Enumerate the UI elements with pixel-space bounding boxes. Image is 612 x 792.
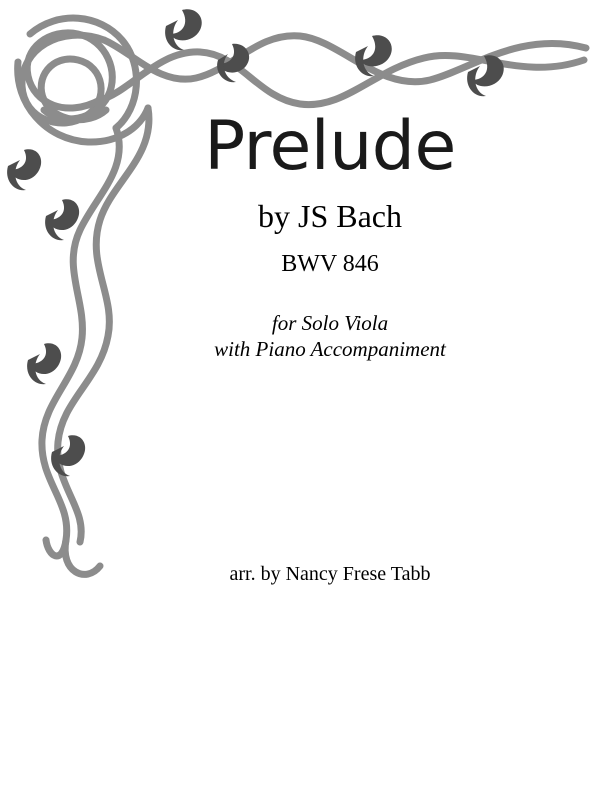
instrumentation bbox=[120, 310, 540, 362]
arranger-credit: arr. by Nancy Frese Tabb bbox=[229, 563, 431, 585]
instrumentation-line-2: with Piano Accompaniment bbox=[214, 337, 446, 361]
catalog-number: BWV 846 bbox=[281, 251, 379, 277]
instrumentation-line-1: for Solo Viola bbox=[271, 311, 389, 335]
composer-credit: by JS Bach bbox=[258, 198, 402, 234]
page-title: Prelude bbox=[204, 107, 456, 186]
title-block bbox=[120, 108, 540, 362]
